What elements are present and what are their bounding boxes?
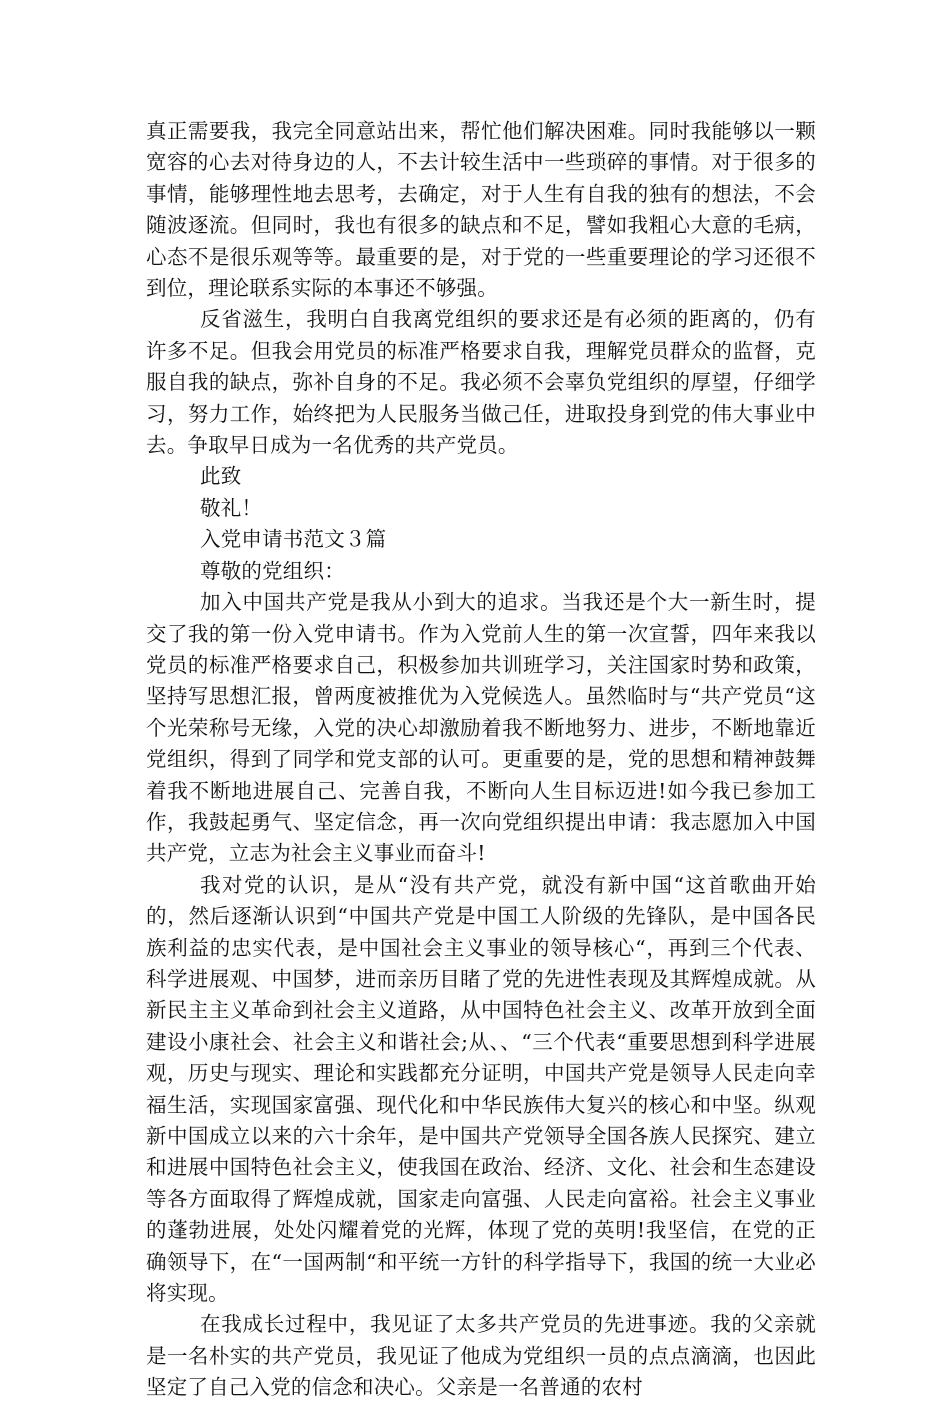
closing-regards: 敬礼！: [200, 495, 263, 520]
paragraph-pursuit: 加入中国共产党是我从小到大的追求。当我还是个大一新生时，提交了我的第一份入党申请书。作为入党前人生的第一次宣誓，四年来我以党员的标准严格要求自己，积极参加共训班学习，关注国家时势和政策，坚持写思想汇报，曾两度被推优为入党候选人。虽然临时与“共产党员“这个光荣称号无缘，入党的决心却激励着我不断地努力、进步，不断地靠近党组织，得到了同学和党支部的认可。更重要的是，党的思想和精神鼓舞着我不断地进展自己、完善自我，不断向人生目标迈进!如今我已参加工作，我鼓起勇气、坚定信念，再一次向党组织提出申请：我志愿加入中国共产党，立志为社会主义事业而奋斗!: [146, 590, 816, 866]
section-title: 入党申请书范文３篇: [200, 527, 387, 552]
letter-greeting: 尊敬的党组织：: [200, 558, 345, 583]
paragraph-understanding: 我对党的认识，是从“没有共产党，就没有新中国“这首歌曲开始的，然后逐渐认识到“中国共产党是中国工人阶级的先锋队，是中国各民族利益的忠实代表，是中国社会主义事业的领导核心“，再到三个代表、科学进展观、中国梦，进而亲历目睹了党的先进性表现及其辉煌成就。从新民主主义革命到社会主义道路，从中国特色社会主义、改革开放到全面建设小康社会、社会主义和谐社会;从、、“三个代表“重要思想到科学进展观，历史与现实、理论和实践都充分证明，中国共产党是领导人民走向幸福生活，实现国家富强、现代化和中华民族伟大复兴的核心和中坚。纵观新中国成立以来的六十余年，是中国共产党领导全国各族人民探究、建立和进展中国特色社会主义，使我国在政治、经济、文化、社会和生态建设等各方面取得了辉煌成就，国家走向富强、人民走向富裕。社会主义事业的蓬勃进展，处处闪耀着党的光辉，体现了党的英明!我坚信，在党的正确领导下，在“一国两制“和平统一方针的科学指导下，我国的统一大业必将实现。: [146, 872, 816, 1306]
paragraph-father: 在我成长过程中，我见证了太多共产党员的先进事迹。我的父亲就是一名朴实的共产党员，我见证了他成为党组织一员的点点滴滴，也因此坚定了自己入党的信念和决心。父亲是一名普通的农村: [146, 1312, 816, 1400]
document-body: [146, 116, 816, 1404]
paragraph-reflection: 反省滋生，我明白自我离党组织的要求还是有必须的距离的，仍有许多不足。但我会用党员的标准严格要求自我，理解党员群众的监督，克服自我的缺点，弥补自身的不足。我必须不会辜负党组织的厚望，仔细学习，努力工作，始终把为人民服务当做己任，进取投身到党的伟大事业中去。争取早日成为一名优秀的共产党员。: [146, 307, 816, 458]
closing-salutation: 此致: [200, 464, 242, 489]
paragraph-continuation: 真正需要我，我完全同意站出来，帮忙他们解决困难。同时我能够以一颗宽容的心去对待身边的人，不去计较生活中一些琐碎的事情。对于很多的事情，能够理性地去思考，去确定，对于人生有自我的独有的想法，不会随波逐流。但同时，我也有很多的缺点和不足，譬如我粗心大意的毛病，心态不是很乐观等等。最重要的是，对于党的一些重要理论的学习还很不到位，理论联系实际的本事还不够强。: [146, 119, 816, 301]
